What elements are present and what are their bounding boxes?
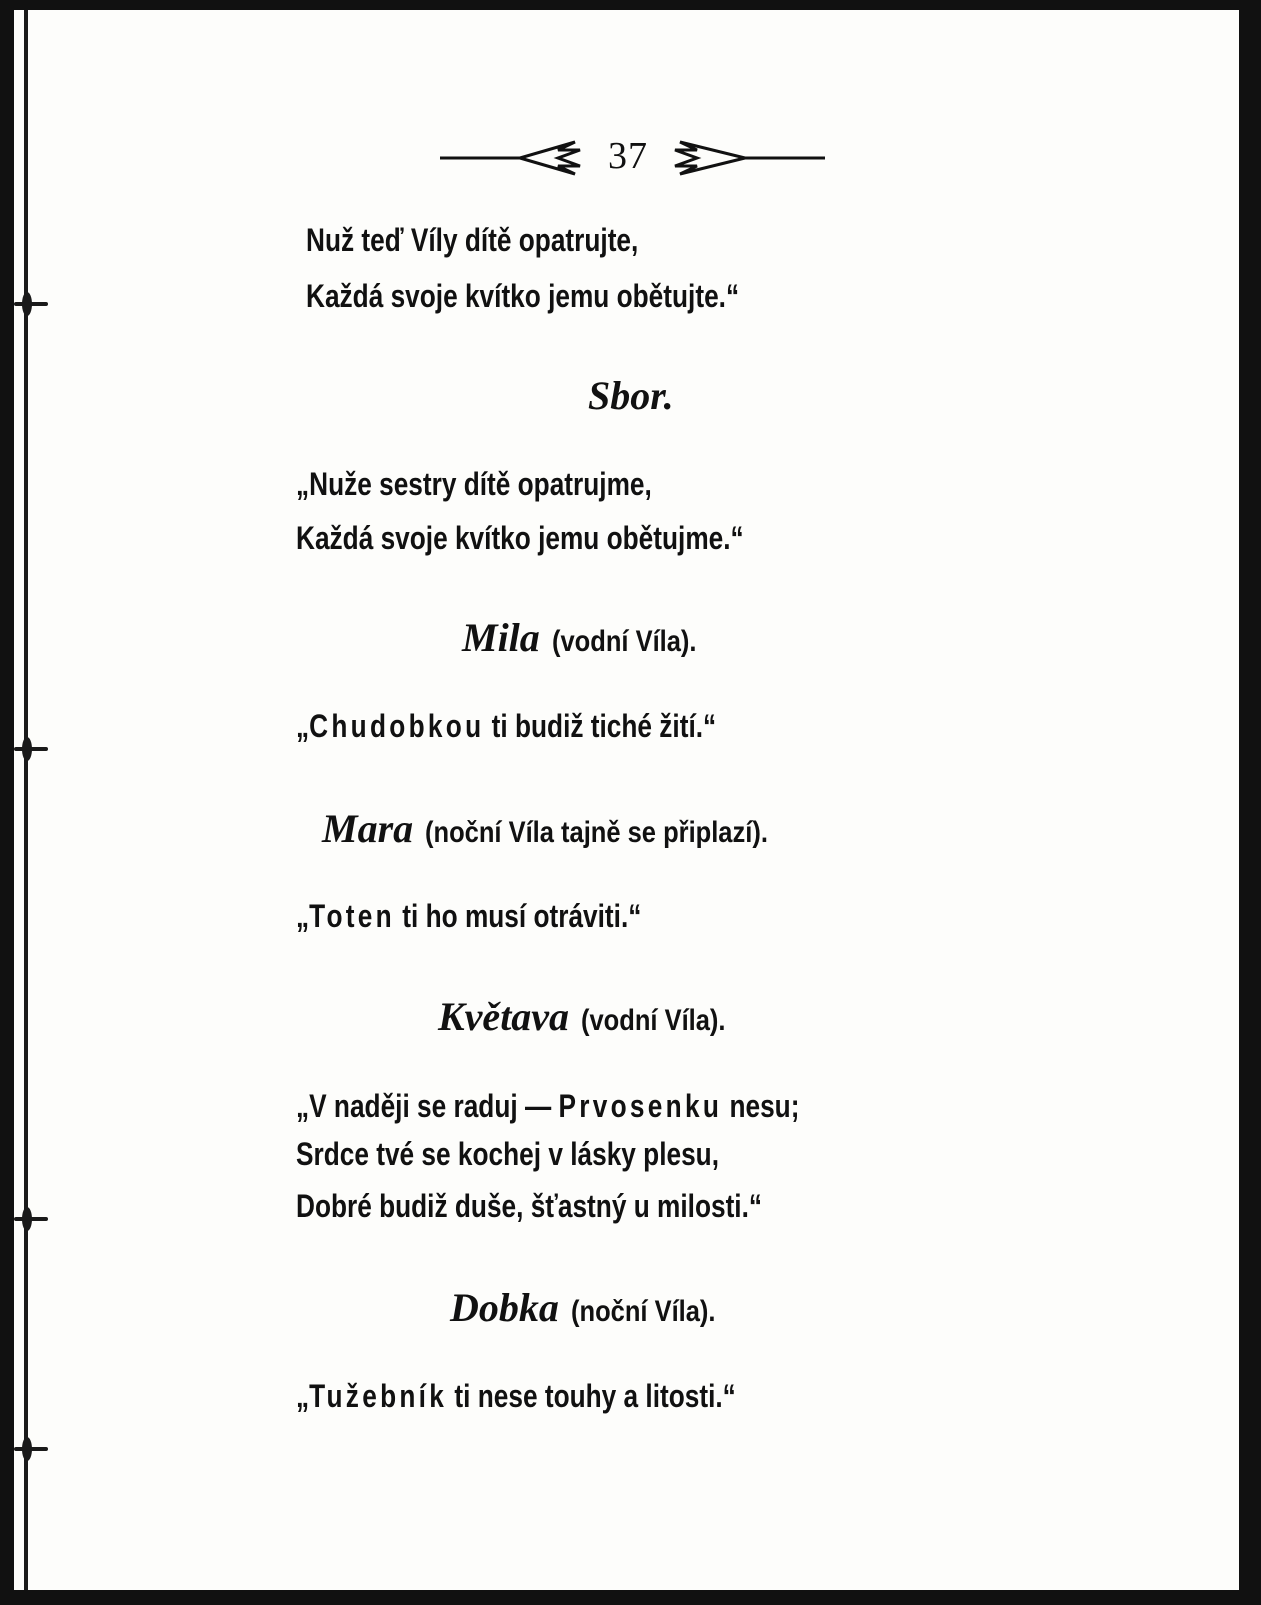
verse-line <box>296 1378 736 1415</box>
speaker-name: Mila <box>462 615 540 660</box>
verse-line <box>296 708 716 745</box>
binding-stitch <box>14 1445 48 1453</box>
quote-mark: „ <box>296 708 310 744</box>
verse-line: Každá svoje kvítko jemu obětujte.“ <box>306 278 740 314</box>
flower-name: Chudobkou <box>309 708 485 744</box>
flower-name: Prvosenku <box>558 1088 723 1124</box>
binding-stitch <box>14 745 48 753</box>
verse-line: „Nuže sestry dítě opatrujme, <box>296 466 652 502</box>
verse-line <box>296 898 641 935</box>
verse-text: ti ho musí otráviti.“ <box>394 898 642 934</box>
quote-mark: „ <box>296 1378 310 1414</box>
verse-line: Nuž teď Víly dítě opatrujte, <box>306 222 639 258</box>
binding-stitch <box>14 300 48 308</box>
verse-text: nesu; <box>722 1088 800 1124</box>
binding-edge <box>24 10 28 1590</box>
speaker-role: (vodní Víla). <box>581 1004 726 1037</box>
speaker-role: (noční Víla). <box>570 1295 716 1328</box>
page-header <box>440 130 820 180</box>
speaker-heading <box>322 805 829 852</box>
speaker-heading <box>462 614 722 661</box>
speaker-heading <box>450 1284 741 1331</box>
verse-line <box>296 1088 799 1125</box>
speaker-name: Mara <box>322 806 414 851</box>
page-number: 37 <box>608 135 648 177</box>
speaker-role: (vodní Víla). <box>551 625 697 658</box>
flower-name: Toten <box>309 898 395 934</box>
speaker-heading: Sbor. <box>588 373 674 418</box>
flower-name: Tužebník <box>309 1378 448 1414</box>
verse-text: „V naději se raduj — <box>296 1088 559 1124</box>
speaker-name: Dobka <box>450 1285 559 1330</box>
right-ornament-icon <box>665 138 825 178</box>
page-binding <box>14 10 44 1590</box>
verse-text: ti nese touhy a litosti.“ <box>447 1378 736 1414</box>
verse-line: Každá svoje kvítko jemu obětujme.“ <box>296 520 744 556</box>
quote-mark: „ <box>296 898 310 934</box>
left-ornament-icon <box>440 138 590 178</box>
speaker-name: Květava <box>438 994 570 1039</box>
speaker-role: (noční Víla tajně se připlazí). <box>425 816 769 849</box>
verse-line: Srdce tvé se kochej v lásky plesu, <box>296 1136 719 1172</box>
speaker-heading <box>438 993 751 1040</box>
binding-stitch <box>14 1215 48 1223</box>
verse-text: ti budiž tiché žití.“ <box>484 708 717 744</box>
verse-line: Dobré budiž duše, šťastný u milosti.“ <box>296 1188 763 1224</box>
